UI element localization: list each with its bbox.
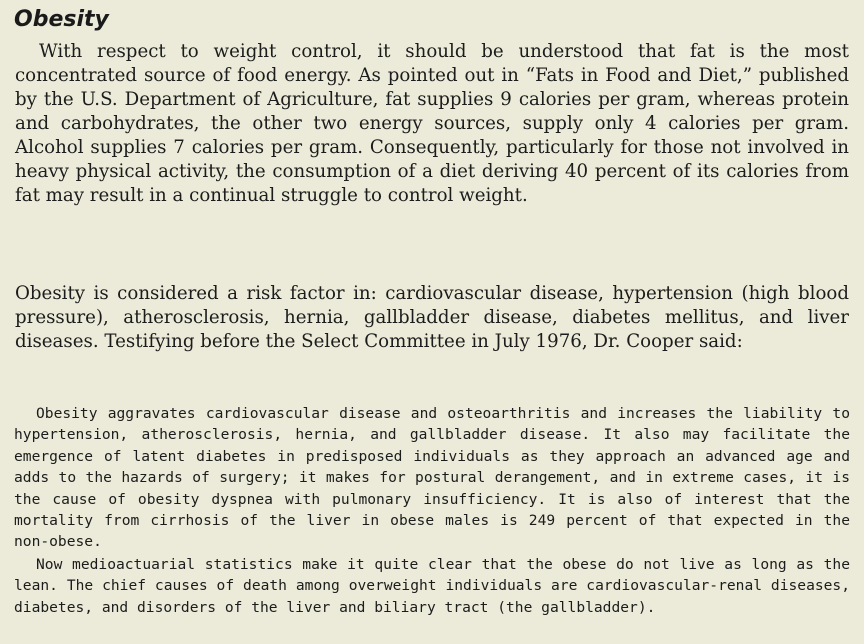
paragraph-weight-control: With respect to weight control, it should be understood that fat is the most concentrated source of food energy. As pointed out in “Fats in Food and Diet,” published by the U.S. Department of Agriculture, fat supplies 9 calories per gram, whereas protein and carbohydrates, the other two energy sources, supply only 4 calories per gram. Alcohol supplies 7 calories per gram. Consequently, particularly for those not involved in heavy physical activity, the consumption of a diet deriving 40 percent of its calories from fat may result in a continual struggle to control weight. (15, 41, 849, 206)
section-title: Obesity (14, 7, 109, 32)
quotation-paragraph-2: Now medioactuarial statistics make it quite clear that the obese do not live as long as the lean. The chief causes of death among overweight individuals are cardiovascular-renal diseases, diabetes, and disorders of the liver and biliary tract (the gallbladder). (14, 556, 850, 616)
paragraph-risk-factors: Obesity is considered a risk factor in: cardiovascular disease, hypertension (high blood pressure), atherosclerosis, hernia, gallbladder disease, diabetes mellitus, and liver diseases. Testifying before the Select Committee in July 1976, Dr. Cooper said: (15, 283, 849, 352)
quotation-paragraph-1: Obesity aggravates cardiovascular disease and osteoarthritis and increases the liability to hypertension, atherosclerosis, hernia, and gallbladder disease. It also may facilitate the emergence of latent diabetes in predisposed individuals as they approach an advanced age and adds to the hazards of surgery; it makes for postural derangement, and in extreme cases, it is the cause of obesity dyspnea with pulmonary insufficiency. It is also of interest that the mortality from cirrhosis of the liver in obese males is 249 percent of that expected in the non-obese. (14, 405, 850, 551)
